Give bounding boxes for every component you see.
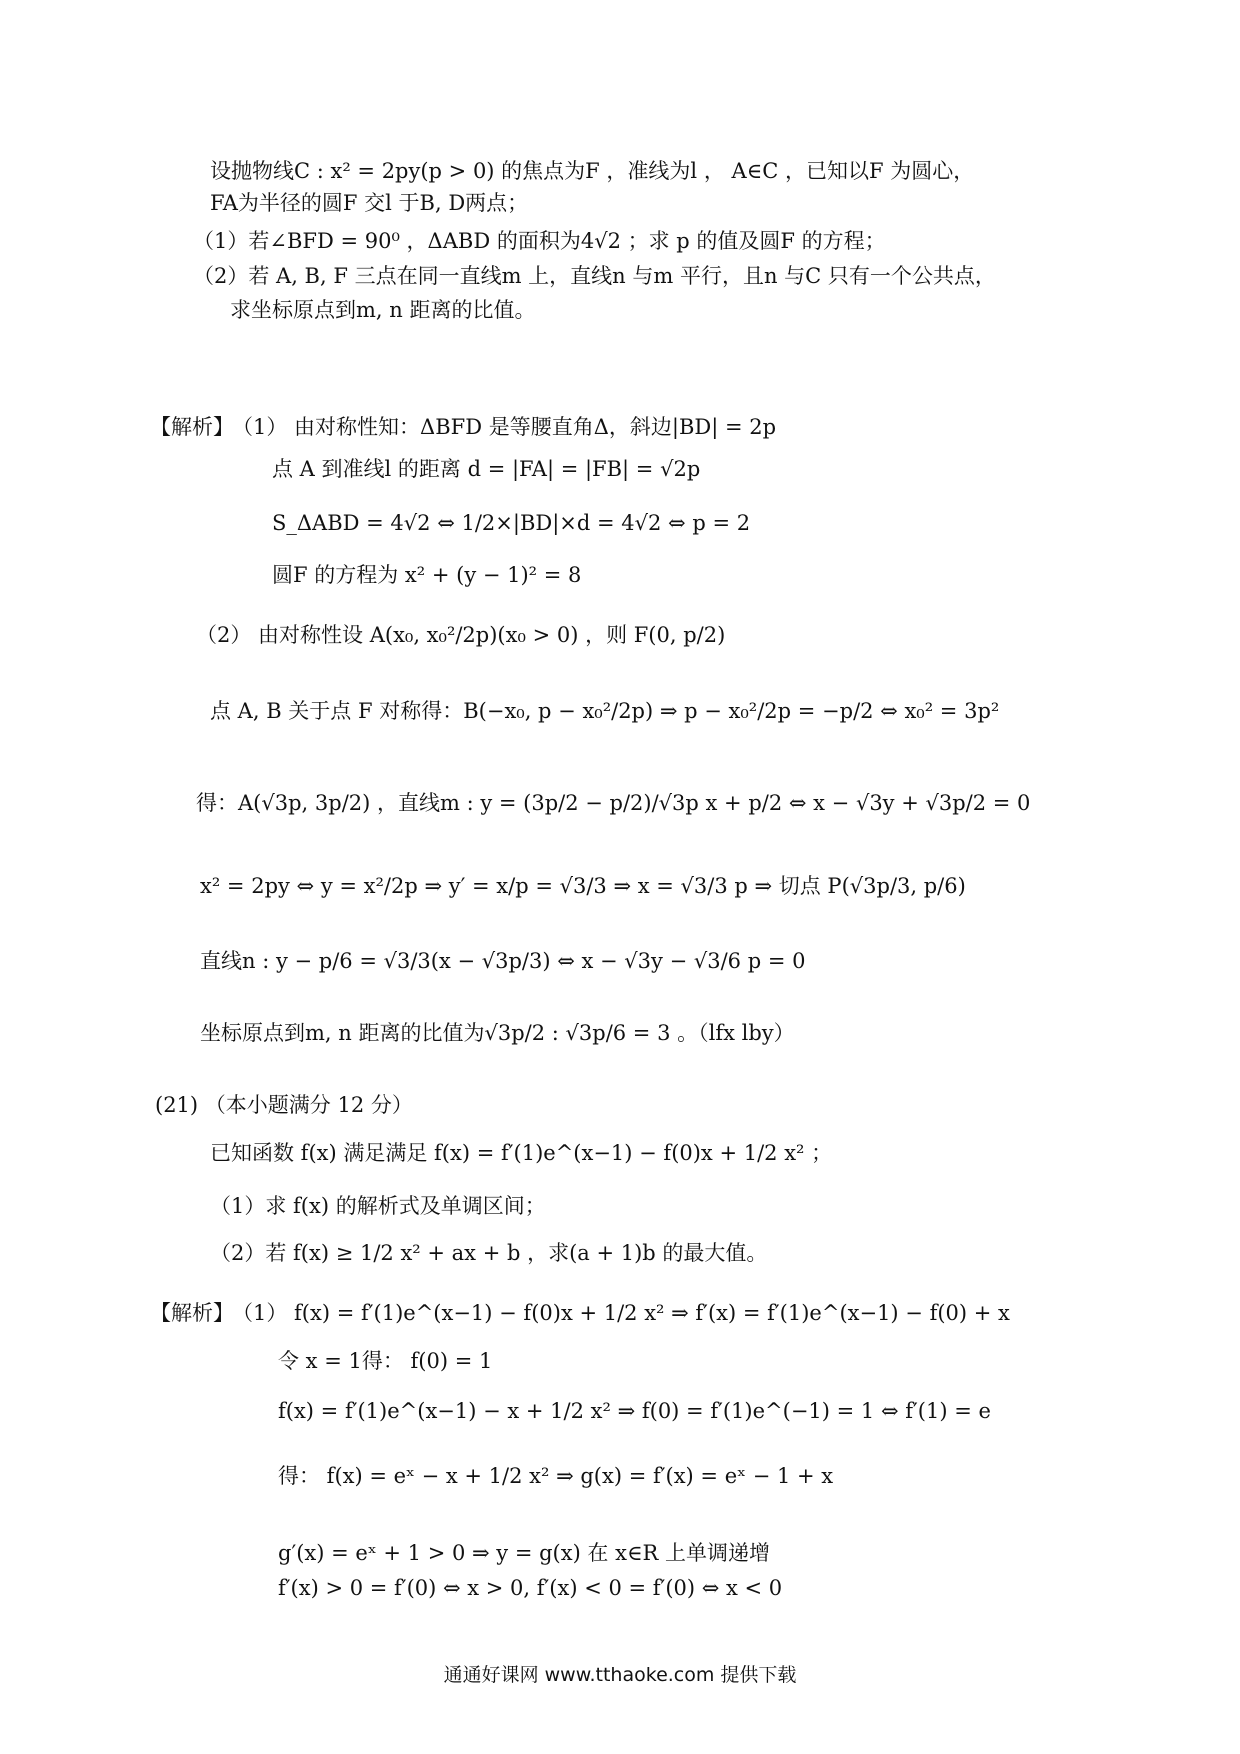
solution21-line2: 令 x = 1得： f(0) = 1 [278, 1349, 493, 1373]
solution21-line5: g′(x) = eˣ + 1 > 0 ⇒ y = g(x) 在 x∈R 上单调递增 [278, 1541, 770, 1565]
solution21-tag: 【解析】 [150, 1301, 234, 1325]
solution20-line9: 直线n : y − p/6 = √3/3(x − √3p/3) ⇔ x − √3y − √3/6 p = 0 [200, 949, 806, 973]
solution20-line8: x² = 2py ⇔ y = x²/2p ⇒ y′ = x/p = √3/3 ⇒ x = √3/3 p ⇒ 切点 P(√3p/3, p/6) [200, 874, 966, 898]
problem20-intro-line1: 设抛物线C : x² = 2py(p > 0) 的焦点为F ，准线为l ， A∈C ，已知以F 为圆心， [210, 159, 975, 183]
problem20-question1: （1）若∠BFD = 90⁰ ，ΔABD 的面积为4√2 ；求 p 的值及圆F 的方程； [193, 229, 886, 253]
solution21-line3: f(x) = f′(1)e^(x−1) − x + 1/2 x² ⇒ f(0) = f′(1)e^(−1) = 1 ⇔ f′(1) = e [278, 1399, 991, 1423]
problem21-line3: （2）若 f(x) ≥ 1/2 x² + ax + b ，求(a + 1)b 的最大值。 [210, 1241, 768, 1265]
problem21-line1: 已知函数 f(x) 满足满足 f(x) = f′(1)e^(x−1) − f(0)x + 1/2 x² ； [210, 1141, 833, 1165]
problem21-line2: （1）求 f(x) 的解析式及单调区间； [210, 1194, 546, 1218]
solution20-line1: （1） 由对称性知：ΔBFD 是等腰直角Δ，斜边|BD| = 2p [232, 415, 777, 439]
solution21-line4: 得： f(x) = eˣ − x + 1/2 x² ⇒ g(x) = f′(x) = eˣ − 1 + x [278, 1464, 834, 1488]
solution20-line3: S_ΔABD = 4√2 ⇔ 1/2×|BD|×d = 4√2 ⇔ p = 2 [272, 511, 751, 535]
problem21-header: (21) （本小题满分 12 分） [155, 1093, 413, 1117]
solution21-line1: （1） f(x) = f′(1)e^(x−1) − f(0)x + 1/2 x² ⇒ f′(x) = f′(1)e^(x−1) − f(0) + x [232, 1301, 1010, 1325]
solution20-line2: 点 A 到准线l 的距离 d = |FA| = |FB| = √2p [272, 457, 701, 481]
problem20-question2: （2）若 A, B, F 三点在同一直线m 上，直线n 与m 平行，且n 与C 只有一个公共点， [193, 264, 996, 288]
problem20-question2-cont: 求坐标原点到m, n 距离的比值。 [230, 298, 536, 322]
page-footer: 通通好课网 www.tthaoke.com 提供下载 [443, 1664, 797, 1686]
solution20-line7: 得：A(√3p, 3p/2) ，直线m : y = (3p/2 − p/2)/√3p x + p/2 ⇔ x − √3y + √3p/2 = 0 [196, 791, 1031, 815]
problem20-intro-line2: FA为半径的圆F 交l 于B, D两点； [210, 191, 529, 215]
solution20-line4: 圆F 的方程为 x² + (y − 1)² = 8 [272, 563, 582, 587]
solution20-line6: 点 A, B 关于点 F 对称得：B(−x₀, p − x₀²/2p) ⇒ p − x₀²/2p = −p/2 ⇔ x₀² = 3p² [210, 699, 1000, 723]
solution20-line5: （2） 由对称性设 A(x₀, x₀²/2p)(x₀ > 0) ，则 F(0, p/2) [196, 623, 726, 647]
solution20-tag: 【解析】 [150, 415, 234, 439]
solution21-line6: f′(x) > 0 = f′(0) ⇔ x > 0, f′(x) < 0 = f′(0) ⇔ x < 0 [278, 1576, 783, 1600]
solution20-line10: 坐标原点到m, n 距离的比值为√3p/2 : √3p/6 = 3 。（lfx lby） [200, 1021, 795, 1045]
